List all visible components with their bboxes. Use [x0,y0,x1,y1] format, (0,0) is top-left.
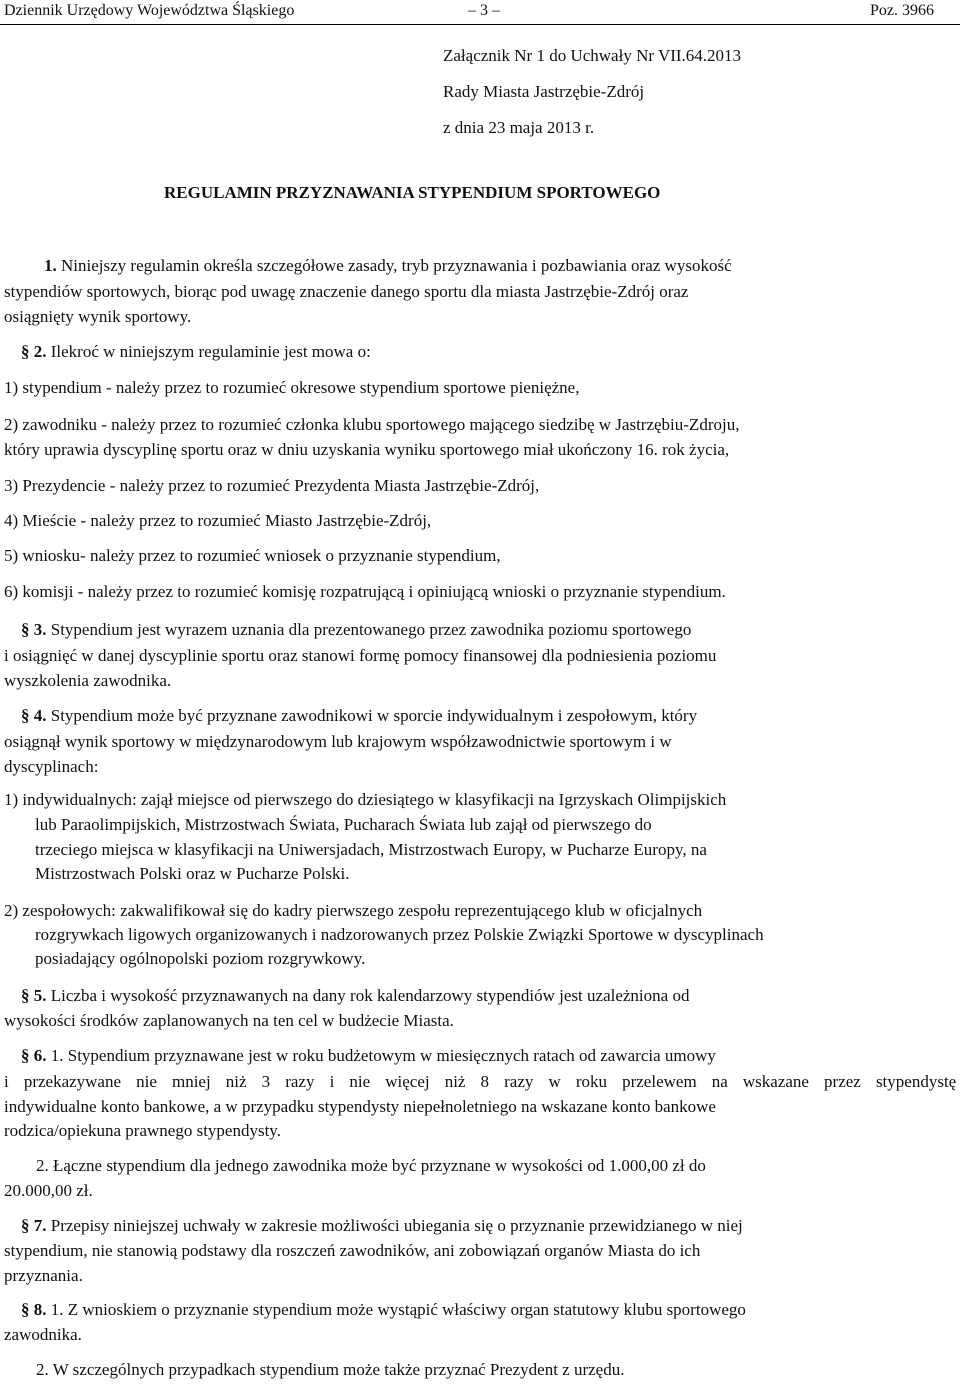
attachment-line-2: Rady Miasta Jastrzębie-Zdrój [443,82,645,101]
line-text: 2. Łączne stypendium dla jednego zawodnika może być przyznane w wysokości od 1.000,00 zł do [36,1156,706,1175]
line-text: Stypendium jest wyrazem uznania dla prezentowanego przez zawodnika poziomu sportowego [46,620,692,639]
text-line [4,1011,454,1031]
document-title: REGULAMIN PRZYZNAWANIA STYPENDIUM SPORTOWEGO [164,183,661,202]
text-line [4,282,688,302]
text-line [35,949,365,969]
text-line [4,1241,700,1261]
line-text: stypendium, nie stanowią podstawy dla roszczeń zawodników, ani zobowiązań organów Miasta do ich [4,1241,701,1260]
line-text: dyscyplinach: [4,757,99,776]
line-text: 1. Stypendium przyznawane jest w roku budżetowym w miesięcznych ratach od zawarcia umowy [46,1046,716,1065]
line-text: wysokości środków zaplanowanych na ten cel w budżecie Miasta. [4,1011,454,1030]
line-text: osiągnął wynik sportowy w międzynarodowym lub krajowym współzawodnictwie sportowym i w [4,732,672,751]
line-text: 6) komisji - należy przez to rozumieć komisję rozpatrującą i opiniującą wnioski o przyznanie stypendium. [4,582,726,601]
text-line [4,511,431,531]
line-text: 2) zespołowych: zakwalifikował się do kadry pierwszego zespołu reprezentującego klub w oficjalnych [4,901,703,920]
text-line [21,1300,746,1320]
text-line [4,440,729,460]
section-number: § 7. [21,1216,47,1235]
line-text: przyznania. [4,1266,83,1285]
text-line [35,925,764,945]
text-line [4,1325,82,1345]
line-text: Stypendium może być przyznane zawodnikowi w sporcie indywidualnym i zespołowym, który [46,706,698,725]
text-line [21,1046,716,1066]
line-text: zawodnika. [4,1325,82,1344]
line-text: osiągnięty wynik sportowy. [4,307,192,326]
line-text: 1. Z wnioskiem o przyznanie stypendium może wystąpić właściwy organ statutowy klubu sportowego [46,1300,746,1319]
line-text: 5) wniosku- należy przez to rozumieć wniosek o przyznanie stypendium, [4,546,501,565]
attachment-line-1: Załącznik Nr 1 do Uchwały Nr VII.64.2013 [443,46,742,65]
line-text: stypendiów sportowych, biorąc pod uwagę znaczenie danego sportu dla miasta Jastrzębie-Zdrój oraz [4,282,689,301]
header-divider [0,24,960,25]
text-line [4,1097,716,1117]
line-text: posiadający ogólnopolski poziom rozgrywkowy. [35,949,366,968]
text-line [35,815,652,835]
text-line [21,342,371,362]
line-text: i osiągnięć w danej dyscyplinie sportu oraz stanowi formę pomocy finansowej dla podniesienia poziomu [4,646,717,665]
text-line [35,840,707,860]
line-text: Niniejszy regulamin określa szczegółowe zasady, tryb przyznawania i pozbawiania oraz wysokość [56,256,732,275]
line-text: Liczba i wysokość przyznawanych na dany rok kalendarzowy stypendiów jest uzależniona od [46,986,690,1005]
line-text: i przekazywane nie mniej niż 3 razy i nie więcej niż 8 razy w roku przelewem na wskazane przez stypendystę [4,1072,957,1091]
text-line [21,706,697,726]
text-line [4,415,739,435]
section-number: § 4. [21,706,47,725]
line-text: Mistrzostwach Polski oraz w Pucharze Polski. [35,864,350,883]
text-line [44,256,732,276]
line-text: 1) stypendium - należy przez to rozumieć okresowe stypendium sportowe pieniężne, [4,378,580,397]
position-number: Poz. 3966 [870,2,934,19]
line-text: rozgrywkach ligowych organizowanych i nadzorowanych przez Polskie Związki Sportowe w dyscyplinach [35,925,764,944]
line-text: indywidualne konto bankowe, a w przypadku stypendysty niepełnoletniego na wskazane konto bankowe [4,1097,716,1116]
text-line [4,1072,956,1092]
text-line [4,671,171,691]
line-text: 3) Prezydencie - należy przez to rozumieć Prezydenta Miasta Jastrzębie-Zdrój, [4,476,540,495]
text-line [4,378,579,398]
section-number: § 2. [21,342,47,361]
text-line [36,1360,624,1380]
section-number: § 8. [21,1300,47,1319]
text-line [4,307,191,327]
text-line [4,1266,83,1286]
line-text: 2) zawodniku - należy przez to rozumieć członka klubu sportowego mającego siedzibę w Jastrzębiu-Zdroju, [4,415,740,434]
text-line [4,1181,93,1201]
text-line [21,986,689,1006]
text-line [4,1121,281,1141]
text-line [4,732,672,752]
text-line [4,546,501,566]
line-text: rodzica/opiekuna prawnego stypendysty. [4,1121,281,1140]
page-number: – 3 – [468,2,500,19]
line-text: który uprawia dyscyplinę sportu oraz w dniu uzyskania wyniku sportowego miał ukończony 16. rok życia, [4,440,730,459]
text-line [35,864,349,884]
text-line [4,646,716,666]
attachment-line-3: z dnia 23 maja 2013 r. [443,118,595,137]
text-line [4,790,726,810]
text-line [4,582,726,602]
line-text: 2. W szczególnych przypadkach stypendium może także przyznać Prezydent z urzędu. [36,1360,625,1379]
line-text: wyszkolenia zawodnika. [4,671,172,690]
section-number: § 3. [21,620,47,639]
line-text: 4) Mieście - należy przez to rozumieć Miasto Jastrzębie-Zdrój, [4,511,432,530]
line-text: 20.000,00 zł. [4,1181,93,1200]
section-number: § 5. [21,986,47,1005]
text-line [4,757,98,777]
line-text: Ilekroć w niniejszym regulaminie jest mowa o: [46,342,371,361]
line-text: Przepisy niniejszej uchwały w zakresie możliwości ubiegania się o przyznanie przewidzianego w niej [46,1216,743,1235]
journal-name: Dziennik Urzędowy Województwa Śląskiego [4,2,295,19]
text-line [21,1216,743,1236]
section-number: 1. [44,256,57,275]
text-line [36,1156,706,1176]
text-line [4,476,539,496]
text-line [21,620,691,640]
section-number: § 6. [21,1046,47,1065]
line-text: trzeciego miejsca w klasyfikacji na Uniwersjadach, Mistrzostwach Europy, w Pucharze Europy, na [35,840,707,859]
line-text: lub Paraolimpijskich, Mistrzostwach Świata, Pucharach Świata lub zajął od pierwszego do [35,815,652,834]
line-text: 1) indywidualnych: zajął miejsce od pierwszego do dziesiątego w klasyfikacji na Igrzyskach Olimpijskich [4,790,727,809]
text-line [4,901,702,921]
